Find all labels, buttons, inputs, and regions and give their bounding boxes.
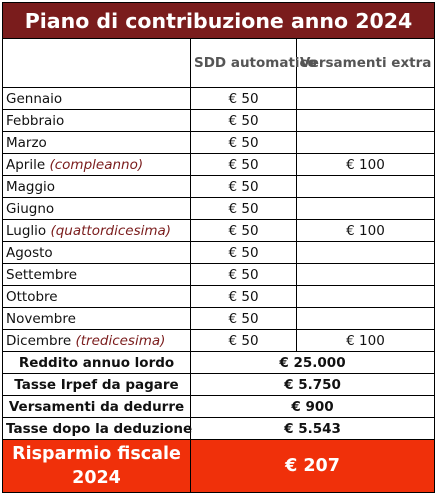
- tax-savings-label-line2: 2024: [72, 468, 121, 488]
- header-month-cell: [3, 39, 191, 88]
- month-cell: [3, 286, 191, 308]
- tax-savings-label: [3, 440, 191, 493]
- extra-cell: € 100: [297, 220, 435, 242]
- summary-label: Reddito annuo lordo: [3, 352, 191, 374]
- sdd-cell: € 50: [191, 154, 297, 176]
- extra-cell: [297, 264, 435, 286]
- month-name: Settembre: [6, 266, 78, 283]
- table-row: [3, 176, 435, 198]
- extra-cell: € 100: [297, 330, 435, 352]
- sdd-cell: € 50: [191, 220, 297, 242]
- month-note: (quattordicesima): [50, 222, 172, 239]
- extra-cell: [297, 308, 435, 330]
- month-cell: [3, 264, 191, 286]
- month-cell: [3, 88, 191, 110]
- table-title: Piano di contribuzione anno 2024: [3, 3, 435, 39]
- table-row: [3, 308, 435, 330]
- table-row: [3, 132, 435, 154]
- month-cell: [3, 154, 191, 176]
- extra-cell: [297, 110, 435, 132]
- month-cell: [3, 132, 191, 154]
- extra-cell: [297, 176, 435, 198]
- summary-value: € 900: [191, 396, 435, 418]
- summary-label: Tasse Irpef da pagare: [3, 374, 191, 396]
- table-row: [3, 110, 435, 132]
- sdd-cell: € 50: [191, 242, 297, 264]
- summary-label: Tasse dopo la deduzione: [3, 418, 191, 440]
- sdd-cell: € 50: [191, 308, 297, 330]
- table-row: [3, 154, 435, 176]
- sdd-cell: € 50: [191, 110, 297, 132]
- table-row: [3, 198, 435, 220]
- month-cell: [3, 330, 191, 352]
- summary-row: [3, 418, 435, 440]
- tax-savings-value: € 207: [191, 440, 435, 493]
- sdd-cell: € 50: [191, 176, 297, 198]
- table-row: [3, 242, 435, 264]
- sdd-cell: € 50: [191, 330, 297, 352]
- month-note: (tredicesima): [75, 332, 166, 349]
- month-name: Giugno: [6, 200, 55, 217]
- header-extra-cell: Versamenti extra: [297, 39, 435, 88]
- extra-cell: [297, 286, 435, 308]
- summary-value: € 5.543: [191, 418, 435, 440]
- summary-label: Versamenti da dedurre: [3, 396, 191, 418]
- extra-cell: [297, 88, 435, 110]
- tax-savings-label-line1: Risparmio fiscale: [12, 444, 181, 464]
- month-name: Novembre: [6, 310, 76, 327]
- table-row: [3, 286, 435, 308]
- month-name: Aprile: [6, 156, 46, 173]
- contribution-plan-sheet: [2, 2, 434, 493]
- month-note: (compleanno): [49, 156, 144, 173]
- sdd-cell: € 50: [191, 88, 297, 110]
- month-cell: [3, 176, 191, 198]
- tax-savings-row: [3, 440, 435, 493]
- sdd-cell: € 50: [191, 264, 297, 286]
- month-name: Gennaio: [6, 90, 63, 107]
- contribution-table: [2, 2, 435, 493]
- sdd-cell: € 50: [191, 286, 297, 308]
- month-name: Febbraio: [6, 112, 65, 129]
- month-name: Ottobre: [6, 288, 58, 305]
- month-cell: [3, 110, 191, 132]
- month-name: Luglio: [6, 222, 47, 239]
- sdd-cell: € 50: [191, 198, 297, 220]
- month-name: Marzo: [6, 134, 47, 151]
- extra-cell: [297, 242, 435, 264]
- month-cell: [3, 308, 191, 330]
- header-sdd-cell: SDD automatico: [191, 39, 297, 88]
- table-row: [3, 220, 435, 242]
- month-name: Agosto: [6, 244, 53, 261]
- month-name: Maggio: [6, 178, 56, 195]
- month-name: Dicembre: [6, 332, 72, 349]
- month-cell: [3, 242, 191, 264]
- sdd-cell: € 50: [191, 132, 297, 154]
- month-cell: [3, 220, 191, 242]
- month-cell: [3, 198, 191, 220]
- table-row: [3, 264, 435, 286]
- extra-cell: [297, 132, 435, 154]
- summary-row: [3, 352, 435, 374]
- table-row: [3, 330, 435, 352]
- summary-row: [3, 374, 435, 396]
- table-row: [3, 88, 435, 110]
- extra-cell: [297, 198, 435, 220]
- extra-cell: € 100: [297, 154, 435, 176]
- summary-row: [3, 396, 435, 418]
- summary-value: € 5.750: [191, 374, 435, 396]
- summary-value: € 25.000: [191, 352, 435, 374]
